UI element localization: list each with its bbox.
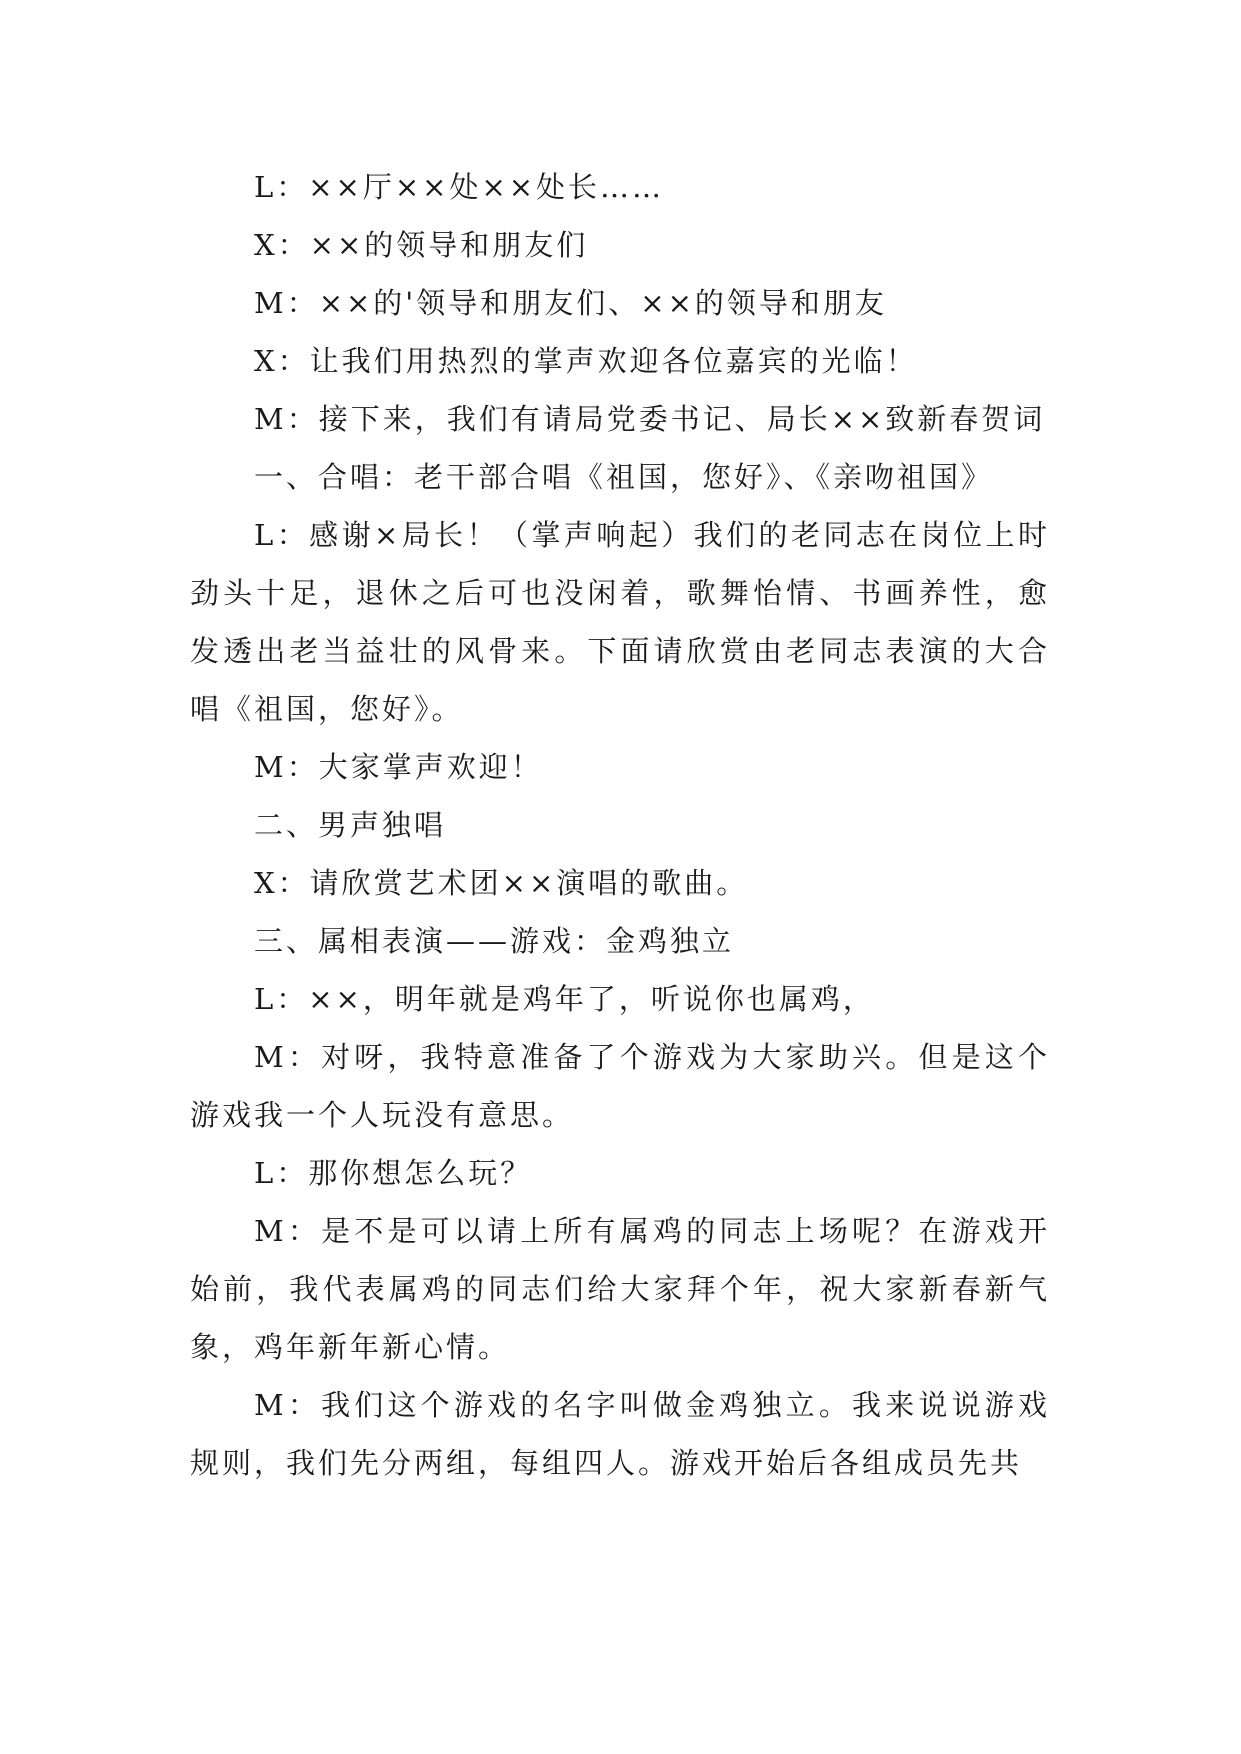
paragraph: M：我们这个游戏的名字叫做金鸡独立。我来说说游戏规则，我们先分两组，每组四人。游戏开始后各组成员先共 (190, 1388, 1050, 1480)
paragraph: L：那你想怎么玩？ (254, 1156, 533, 1190)
paragraph: M：接下来，我们有请局党委书记、局长××致新春贺词 (254, 402, 1046, 436)
paragraph: M：是不是可以请上所有属鸡的同志上场呢？在游戏开始前，我代表属鸡的同志们给大家拜个年，祝大家新春新气象，鸡年新年新心情。 (190, 1214, 1050, 1364)
paragraph: M：大家掌声欢迎！ (254, 750, 543, 784)
paragraph: L：××，明年就是鸡年了，听说你也属鸡， (254, 982, 875, 1016)
section-heading: 二、男声独唱 (254, 808, 447, 842)
document-body (190, 158, 1050, 1492)
paragraph: L：××厅××处××处长…… (254, 170, 665, 204)
paragraph: M：对呀，我特意准备了个游戏为大家助兴。但是这个游戏我一个人玩没有意思。 (190, 1040, 1050, 1132)
paragraph: L：感谢×局长！（掌声响起）我们的老同志在岗位上时劲头十足，退休之后可也没闲着，歌舞怡情、书画养性，愈发透出老当益壮的风骨来。下面请欣赏由老同志表演的大合唱《祖国，您好》。 (190, 518, 1050, 726)
section-heading: 一、合唱：老干部合唱《祖国，您好》、《亲吻祖国》 (254, 460, 994, 494)
section-heading: 三、属相表演——游戏：金鸡独立 (254, 924, 735, 958)
paragraph: X：××的领导和朋友们 (254, 228, 589, 262)
paragraph: M：××的'领导和朋友们、××的领导和朋友 (254, 286, 887, 320)
paragraph: X：请欣赏艺术团××演唱的歌曲。 (254, 866, 749, 900)
paragraph: X：让我们用热烈的掌声欢迎各位嘉宾的光临！ (254, 344, 918, 378)
